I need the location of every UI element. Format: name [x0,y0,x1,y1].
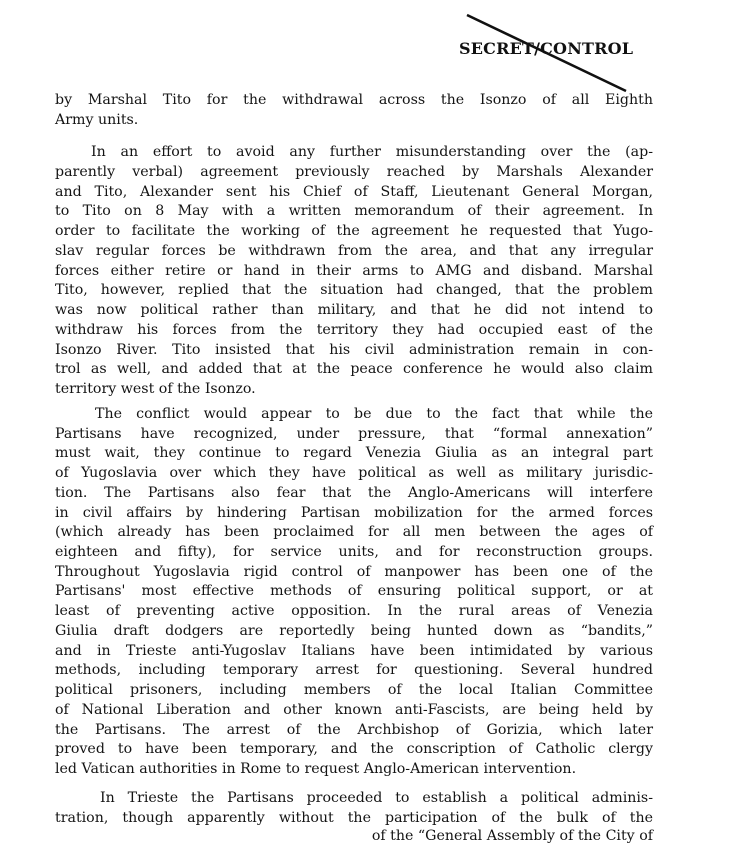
text-line: methods, including temporary arrest for questioning. Several hundred [55,662,653,679]
text-line: In an effort to avoid any further misunderstanding over the (ap- [91,144,653,160]
text-line: must wait, they continue to regard Venezia Giulia as an integral part [55,445,653,462]
text-line: to Tito on 8 May with a written memorandum of their agreement. In [55,203,653,220]
text-line: In Trieste the Partisans proceeded to establish a political adminis- [100,790,653,806]
text-line: the Partisans. The arrest of the Archbishop of Gorizia, which later [55,721,653,738]
text-line: by Marshal Tito for the withdrawal across the Isonzo of all Eighth [55,92,653,108]
text-line: parently verbal) agreement previously reached by Marshals Alexander [55,163,653,180]
text-line: Partisans have recognized, under pressure, that “formal annexation” [55,425,653,442]
text-line: withdraw his forces from the territory they had occupied east of the [55,321,653,338]
text-line: tion. The Partisans also fear that the Anglo-Americans will interfere [55,484,653,501]
text-line: Throughout Yugoslavia rigid control of manpower has been one of the [55,563,653,580]
text-line: Isonzo River. Tito insisted that his civil administration remain in con- [55,341,653,358]
text-line: was now political rather than military, and that he did not intend to [55,302,653,318]
text-line: in civil affairs by hindering Partisan mobilization for the armed forces [55,504,653,521]
text-line: order to facilitate the working of the agreement he requested that Yugo- [55,223,653,239]
text-line: slav regular forces be withdrawn from the area, and that any irregular [55,242,653,259]
text-line: Giulia draft dodgers are reportedly being hunted down as “bandits,” [55,622,653,639]
text-line: Army units. [55,111,139,128]
text-line: and Tito, Alexander sent his Chief of Staff, Lieutenant General Morgan, [55,183,653,200]
text-line: The conflict would appear to be due to the fact that while the [95,406,653,422]
text-line: tration, though apparently without the participation of the bulk of the [55,809,653,826]
text-line: Tito, however, replied that the situation had changed, that the problem [55,282,653,299]
text-line: (which already has been proclaimed for all men between the ages of [55,524,653,541]
text-line: proved to have been temporary, and the conscription of Catholic clergy [55,741,653,758]
cut-off-line: of the “General Assembly of the City of [371,828,653,844]
text-line: led Vatican authorities in Rome to request Anglo-American intervention. [55,760,577,777]
text-line: trol as well, and added that at the peace conference he would also claim [55,361,653,378]
text-line: Partisans' most effective methods of ensuring political support, or at [55,583,653,600]
classification-stamp: SECRET/CONTROL [459,39,634,58]
text-line: least of preventing active opposition. In the rural areas of Venezia [55,603,653,620]
text-line: of Yugoslavia over which they have political as well as military jurisdic- [55,465,653,482]
text-line: and in Trieste anti-Yugoslav Italians have been intimidated by various [55,642,653,659]
text-line: territory west of the Isonzo. [55,381,256,397]
text-line: forces either retire or hand in their arms to AMG and disband. Marshal [55,262,653,279]
text-line: eighteen and fifty), for service units, and for reconstruction groups. [55,544,653,561]
text-line: political prisoners, including members of the local Italian Committee [55,682,653,699]
text-line: of National Liberation and other known anti-Fascists, are being held by [55,701,653,718]
